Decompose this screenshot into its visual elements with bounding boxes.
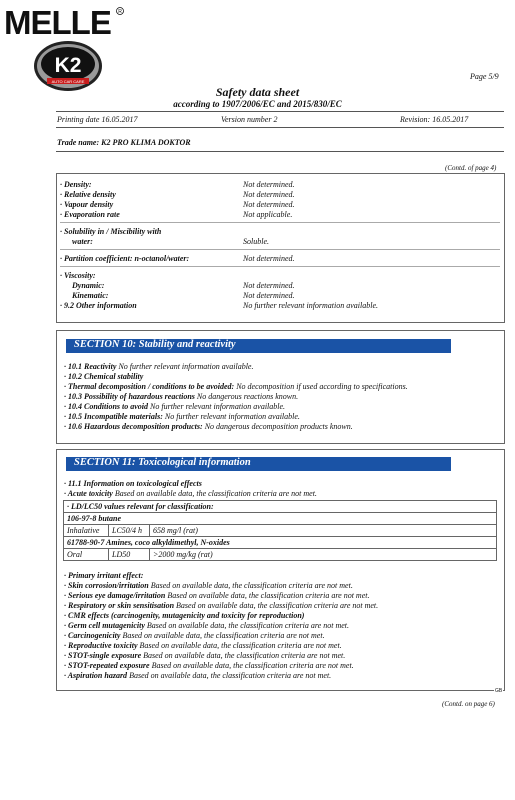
property-row: · Density:	[60, 180, 92, 189]
property-value: No further relevant information available.	[243, 301, 379, 310]
document-subtitle: according to 1907/2006/EC and 2015/830/EC	[173, 99, 342, 109]
document-title: Safety data sheet	[215, 85, 300, 99]
section-11-line: · Primary irritant effect:	[64, 571, 144, 580]
section-10-line: · 10.3 Possibility of hazardous reactions No dangerous reactions known.	[64, 392, 299, 401]
section-11-line: · Aspiration hazard Based on available data, the classification criteria are not met.	[64, 671, 332, 680]
property-value: Not determined.	[243, 190, 295, 199]
section-11-line: · Carcinogenicity Based on available data, the classification criteria are not met.	[64, 631, 325, 640]
property-value: Soluble.	[243, 237, 269, 246]
property-value: Not determined.	[243, 254, 295, 263]
k2-tagline: AUTO CAR CARE	[51, 78, 85, 84]
section-10-line: · Thermal decomposition / conditions to be avoided: No decomposition if used according to specifications.	[64, 382, 408, 391]
section-11-line: · Germ cell mutagenicity Based on available data, the classification criteria are not met.	[64, 621, 349, 630]
contd-on-page: (Contd. on page 6)	[442, 700, 495, 708]
property-value: Not determined.	[243, 281, 295, 290]
property-row: Kinematic:	[72, 291, 109, 300]
ld-lc50-table	[63, 500, 497, 561]
property-row: · Partition coefficient: n-octanol/water:	[60, 254, 190, 263]
printing-date: Printing date 16.05.2017	[57, 115, 138, 124]
contd-from-page: (Contd. of page 4)	[445, 164, 497, 172]
property-value: Not determined.	[243, 200, 295, 209]
table-cell: Inhalative	[64, 525, 109, 537]
property-row: · Solubility in / Miscibility with	[60, 227, 162, 236]
property-row: · Relative density	[60, 190, 116, 199]
section-11-line: · STOT-single exposure Based on available data, the classification criteria are not met.	[64, 651, 346, 660]
substance-amines: 61788-90-7 Amines, coco alkyldimethyl, N-oxides	[64, 537, 497, 549]
property-value: Not applicable.	[243, 210, 293, 219]
section-11-heading: SECTION 11: Toxicological information	[66, 457, 451, 471]
section-10-line: · 10.2 Chemical stability	[64, 372, 144, 381]
section-11-line: · Serious eye damage/irritation Based on available data, the classification criteria are not met.	[64, 591, 370, 600]
section-10-line: · 10.5 Incompatible materials: No further relevant information available.	[64, 412, 300, 421]
trade-name: Trade name: K2 PRO KLIMA DOKTOR	[57, 138, 191, 147]
table-cell: Oral	[64, 549, 109, 561]
table-cell: LC50/4 h	[109, 525, 150, 537]
section-11-line: · CMR effects (carcinogenity, mutagenicity and toxicity for reproduction)	[64, 611, 305, 620]
property-row: · 9.2 Other information	[60, 301, 137, 310]
property-row: water:	[72, 237, 93, 246]
section-10-line: · 10.6 Hazardous decomposition products: No dangerous decomposition products known.	[64, 422, 353, 431]
ld-lc50-header: · LD/LC50 values relevant for classification:	[64, 501, 497, 513]
section-11-intro-line: · 11.1 Information on toxicological effects	[64, 479, 202, 488]
section-10-line: · 10.4 Conditions to avoid No further relevant information available.	[64, 402, 286, 411]
melle-logo-text: MELLE	[4, 6, 111, 38]
table-cell: >2000 mg/kg (rat)	[150, 549, 497, 561]
property-value: Not determined.	[243, 180, 295, 189]
section-11-line: · Reproductive toxicity Based on available data, the classification criteria are not met.	[64, 641, 342, 650]
property-row: · Viscosity:	[60, 271, 96, 280]
section-11-line: · Skin corrosion/irritation Based on available data, the classification criteria are not met.	[64, 581, 353, 590]
section-10-heading: SECTION 10: Stability and reactivity	[66, 339, 451, 353]
table-cell: LD50	[109, 549, 150, 561]
property-row: Dynamic:	[72, 281, 105, 290]
section-11-line: · STOT-repeated exposure Based on available data, the classification criteria are not met.	[64, 661, 354, 670]
table-cell: 658 mg/l (rat)	[150, 525, 497, 537]
section-11-intro-line: · Acute toxicity Based on available data, the classification criteria are not met.	[64, 489, 317, 498]
k2-logo-text: K2	[54, 54, 82, 77]
country-code: GB	[495, 688, 503, 694]
property-row: · Vapour density	[60, 200, 114, 209]
svg-text:R: R	[118, 9, 122, 15]
section-10-line: · 10.1 Reactivity No further relevant information available.	[64, 362, 254, 371]
section-11-line: · Respiratory or skin sensitisation Based on available data, the classification criteria are not met.	[64, 601, 379, 610]
page-number: Page 5/9	[470, 72, 499, 81]
substance-butane: 106-97-8 butane	[64, 513, 497, 525]
melle-logo	[4, 6, 124, 38]
property-value: Not determined.	[243, 291, 295, 300]
version-number: Version number 2	[221, 115, 278, 124]
property-row: · Evaporation rate	[60, 210, 120, 219]
revision-date: Revision: 16.05.2017	[400, 115, 469, 124]
